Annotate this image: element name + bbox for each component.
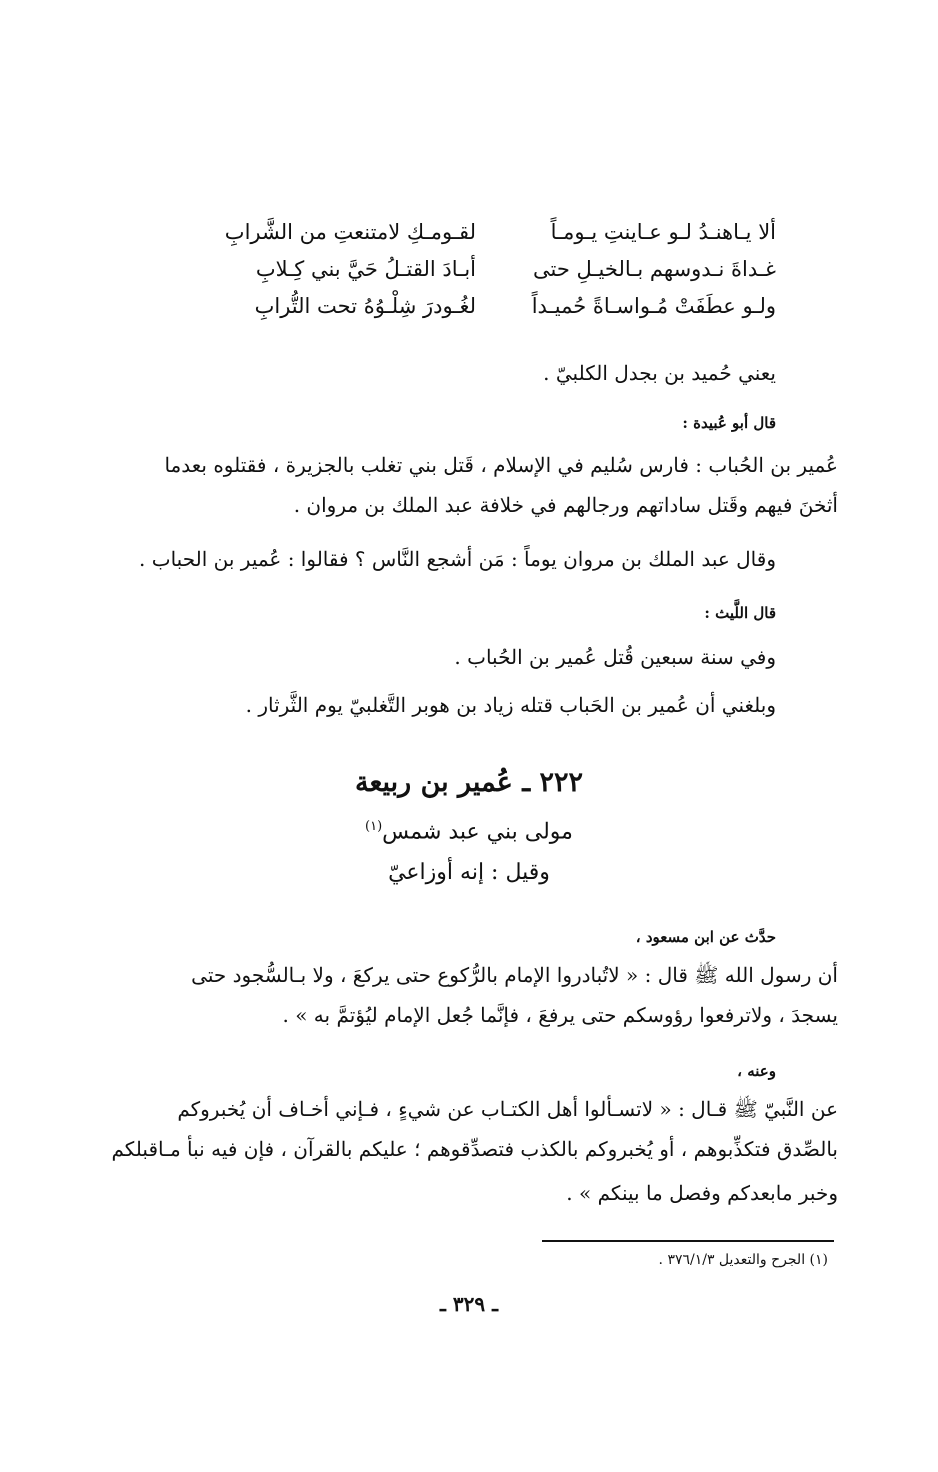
entry-subtitle-1-text: مولى بني عبد شمس [382, 819, 573, 845]
hadith-2-line-3: وخبر مابعدكم وفصل ما بينكم » . [566, 1181, 838, 1205]
verse-second-hemistich: لغُـودرَ شِلْـوُهُ تحت التُّرابِ [254, 294, 476, 318]
hadith-2-label: وعنه ، [737, 1062, 776, 1080]
umayr-paragraph-line-1: عُمير بن الحُباب : فارس سُليم في الإسلام ، قَتل بني تغلب بالجزيرة ، فقتلوه بعدما [164, 453, 838, 477]
ziyad-note: وبلغني أن عُمير بن الحَباب قتله زياد بن هوبر التَّغلبيّ يوم الثَّرثار . [245, 693, 776, 717]
footnote-marker: (١) [365, 819, 383, 834]
page-number: ـ ٣٢٩ ـ [440, 1292, 498, 1316]
seventy-note: وفي سنة سبعين قُتل عُمير بن الحُباب . [454, 645, 776, 669]
footnote-rule [542, 1240, 834, 1242]
hamid-note: يعني حُميد بن بجدل الكلبيّ . [543, 361, 776, 385]
entry-subtitle-2: وقيل : إنه أوزاعيّ [388, 860, 550, 885]
abd-malik-quote: وقال عبد الملك بن مروان يوماً : مَن أشجع النَّاس ؟ فقالوا : عُمير بن الحباب . [139, 547, 776, 571]
verse-first-hemistich: غـداةَ نـدوسهم بـالخيـلِ حتى [533, 257, 776, 281]
hadith-1-label: حدَّث عن ابن مسعود ، [635, 928, 776, 946]
verse-first-hemistich: ألا يـاهنـدُ لـو عـاينتِ يـومـاً [550, 220, 776, 244]
verse-second-hemistich: أبـادَ القتـلُ حَيَّ بني كِـلابِ [255, 257, 476, 281]
hadith-2-line-1: عن النَّبيّ ﷺ قـال : « لاتسـألوا أهل الكتـاب عن شيءٍ ، فـإني أخـاف أن يُخبروكم [177, 1097, 838, 1121]
footnote: (١) الجرح والتعديل ٣٧٦/١/٣ . [658, 1252, 828, 1268]
poem-verse [216, 288, 776, 325]
hadith-1-line-1: أن رسول الله ﷺ قال : « لاتُبادروا الإمام بالرُّكوع حتى يركعَ ، ولا بـالسُّجود حتى [191, 963, 838, 987]
verse-second-hemistich: لقـومـكِ لامتنعتِ من الشَّرابِ [224, 220, 476, 244]
poem-verse [216, 251, 776, 288]
hadith-1-line-2: يسجدَ ، ولاترفعوا رؤوسكم حتى يرفعَ ، فإنَّما جُعل الإمام ليُؤتمَّ به » . [282, 1003, 838, 1027]
poem [216, 214, 776, 325]
entry-subtitle-1 [0, 812, 938, 847]
hadith-2-line-2: بالصِّدق فتكذِّبوهم ، أو يُخبروكم بالكذب فتصدِّقوهم ؛ عليكم بالقرآن ، فإن فيه نبأ مـاقبلكم [111, 1137, 838, 1161]
poem-verse [216, 214, 776, 251]
entry-title: ٢٢٢ ـ عُمير بن ربيعة [354, 767, 584, 798]
verse-first-hemistich: ولـو عطَفَتْ مُـواسـاةً حُميـداً [531, 294, 776, 318]
abu-ubayda-label: قال أبو عُبيدة : [682, 414, 776, 432]
layth-label: قال اللَّيث : [704, 604, 776, 622]
umayr-paragraph-line-2: أثخنَ فيهم وقَتل ساداتهم ورجالهم في خلافة عبد الملك بن مروان . [293, 493, 838, 517]
